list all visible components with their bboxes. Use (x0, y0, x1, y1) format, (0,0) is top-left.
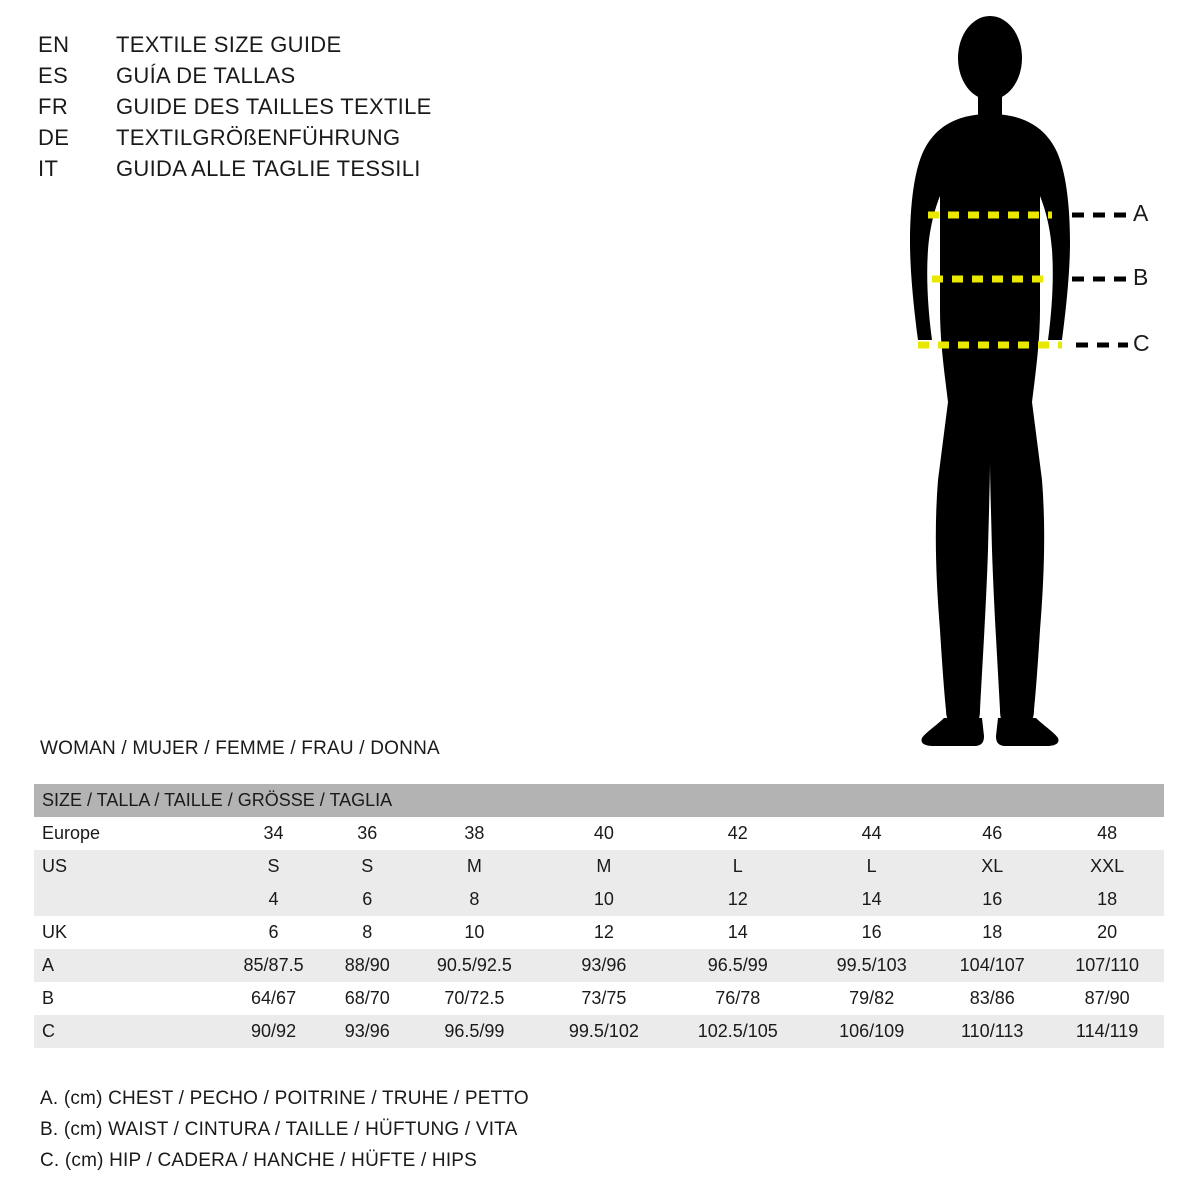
language-code: FR (38, 94, 69, 119)
legend-item-a: A. (cm) CHEST / PECHO / POITRINE / TRUHE / PETTO (40, 1088, 529, 1109)
table-cell: 36 (357, 823, 378, 843)
table-section-title: WOMAN / MUJER / FEMME / FRAU / DONNA (40, 738, 440, 759)
language-code: ES (38, 63, 69, 88)
table-header-label: SIZE / TALLA / TAILLE / GRÖSSE / TAGLIA (42, 790, 393, 810)
table-cell: 4 (268, 889, 279, 909)
table-cell: 64/67 (251, 988, 297, 1008)
table-cell: 38 (464, 823, 485, 843)
legend-item-c: C. (cm) HIP / CADERA / HANCHE / HÜFTE / HIPS (40, 1150, 478, 1171)
marker-label-b: B (1133, 264, 1149, 290)
table-cell: 20 (1097, 922, 1118, 942)
table-row (34, 949, 1164, 982)
language-row (38, 125, 738, 156)
table-cell: 6 (268, 922, 279, 942)
table-cell: 34 (263, 823, 284, 843)
table-cell: 46 (982, 823, 1003, 843)
table-cell: 87/90 (1084, 988, 1130, 1008)
table-cell: 83/86 (969, 988, 1015, 1008)
language-row (38, 63, 738, 94)
language-row (38, 156, 738, 187)
table-cell: 107/110 (1075, 955, 1139, 975)
marker-label-c: C (1133, 330, 1150, 356)
table-cell: 14 (861, 889, 882, 909)
language-title: GUIDA ALLE TAGLIE TESSILI (116, 156, 421, 181)
language-code: DE (38, 125, 70, 150)
table-cell: 8 (362, 922, 373, 942)
table-cell: 16 (861, 922, 882, 942)
table-cell: L (866, 856, 877, 876)
table-cell: 68/70 (344, 988, 390, 1008)
table-cell: 48 (1097, 823, 1118, 843)
table-cell: 40 (593, 823, 614, 843)
table-cell: 6 (362, 889, 373, 909)
legend-item-b: B. (cm) WAIST / CINTURA / TAILLE / HÜFTUNG / VITA (40, 1119, 518, 1140)
table-cell: 10 (593, 889, 614, 909)
female-silhouette-icon (840, 10, 1180, 750)
row-label: A (42, 955, 55, 975)
row-label: UK (42, 922, 68, 942)
table-cell: 12 (593, 922, 614, 942)
language-title: TEXTILE SIZE GUIDE (116, 32, 342, 57)
table-row (34, 982, 1164, 1015)
table-cell: 44 (861, 823, 882, 843)
table-cell: 16 (982, 889, 1003, 909)
table-row (34, 916, 1164, 949)
table-cell: 96.5/99 (707, 955, 768, 975)
table-row (34, 850, 1164, 883)
table-cell: 42 (727, 823, 748, 843)
measurement-legend (40, 1088, 940, 1181)
language-row (38, 32, 738, 63)
row-label (34, 883, 220, 916)
language-code: IT (38, 156, 59, 181)
table-cell: 90/92 (251, 1021, 297, 1041)
table-cell: XL (981, 856, 1004, 876)
language-title: GUÍA DE TALLAS (116, 63, 296, 88)
language-title: TEXTILGRÖßENFÜHRUNG (116, 125, 401, 150)
table-cell: 110/113 (961, 1021, 1024, 1041)
row-label: Europe (42, 823, 101, 843)
body-measurement-figure (840, 10, 1180, 750)
table-cell: 73/75 (581, 988, 627, 1008)
language-code: EN (38, 32, 70, 57)
row-label: B (42, 988, 55, 1008)
row-label: US (42, 856, 68, 876)
table-cell: 96.5/99 (444, 1021, 505, 1041)
table-cell: M (596, 856, 612, 876)
table-cell: 93/96 (344, 1021, 390, 1041)
table-header-row (34, 784, 1164, 817)
table-cell: L (732, 856, 743, 876)
table-cell: 10 (464, 922, 485, 942)
table-row (34, 817, 1164, 850)
table-cell: 85/87.5 (243, 955, 304, 975)
language-title-list (38, 32, 738, 187)
table-cell: 12 (727, 889, 748, 909)
table-cell: 8 (469, 889, 480, 909)
table-cell: 114/119 (1075, 1021, 1139, 1041)
table-cell: 90.5/92.5 (436, 955, 512, 975)
table-cell: 18 (1097, 889, 1118, 909)
table-cell: 93/96 (581, 955, 627, 975)
table-cell: 79/82 (849, 988, 895, 1008)
size-chart-table (34, 784, 1164, 1048)
table-cell: 14 (727, 922, 748, 942)
language-row (38, 94, 738, 125)
table-row (34, 883, 1164, 916)
table-cell: 99.5/102 (568, 1021, 639, 1041)
language-title: GUIDE DES TAILLES TEXTILE (116, 94, 432, 119)
table-cell: S (361, 856, 374, 876)
table-cell: 106/109 (839, 1021, 905, 1041)
marker-label-a: A (1133, 200, 1149, 226)
table-cell: 70/72.5 (444, 988, 505, 1008)
table-cell: M (466, 856, 482, 876)
table-cell: 104/107 (959, 955, 1025, 975)
table-cell: 18 (982, 922, 1003, 942)
table-cell: 88/90 (344, 955, 390, 975)
table-cell: 99.5/103 (836, 955, 907, 975)
table-cell: S (267, 856, 280, 876)
table-cell: 76/78 (715, 988, 761, 1008)
table-row (34, 1015, 1164, 1048)
table-cell: 102.5/105 (697, 1021, 778, 1041)
row-label: C (42, 1021, 55, 1041)
table-cell: XXL (1090, 856, 1125, 876)
